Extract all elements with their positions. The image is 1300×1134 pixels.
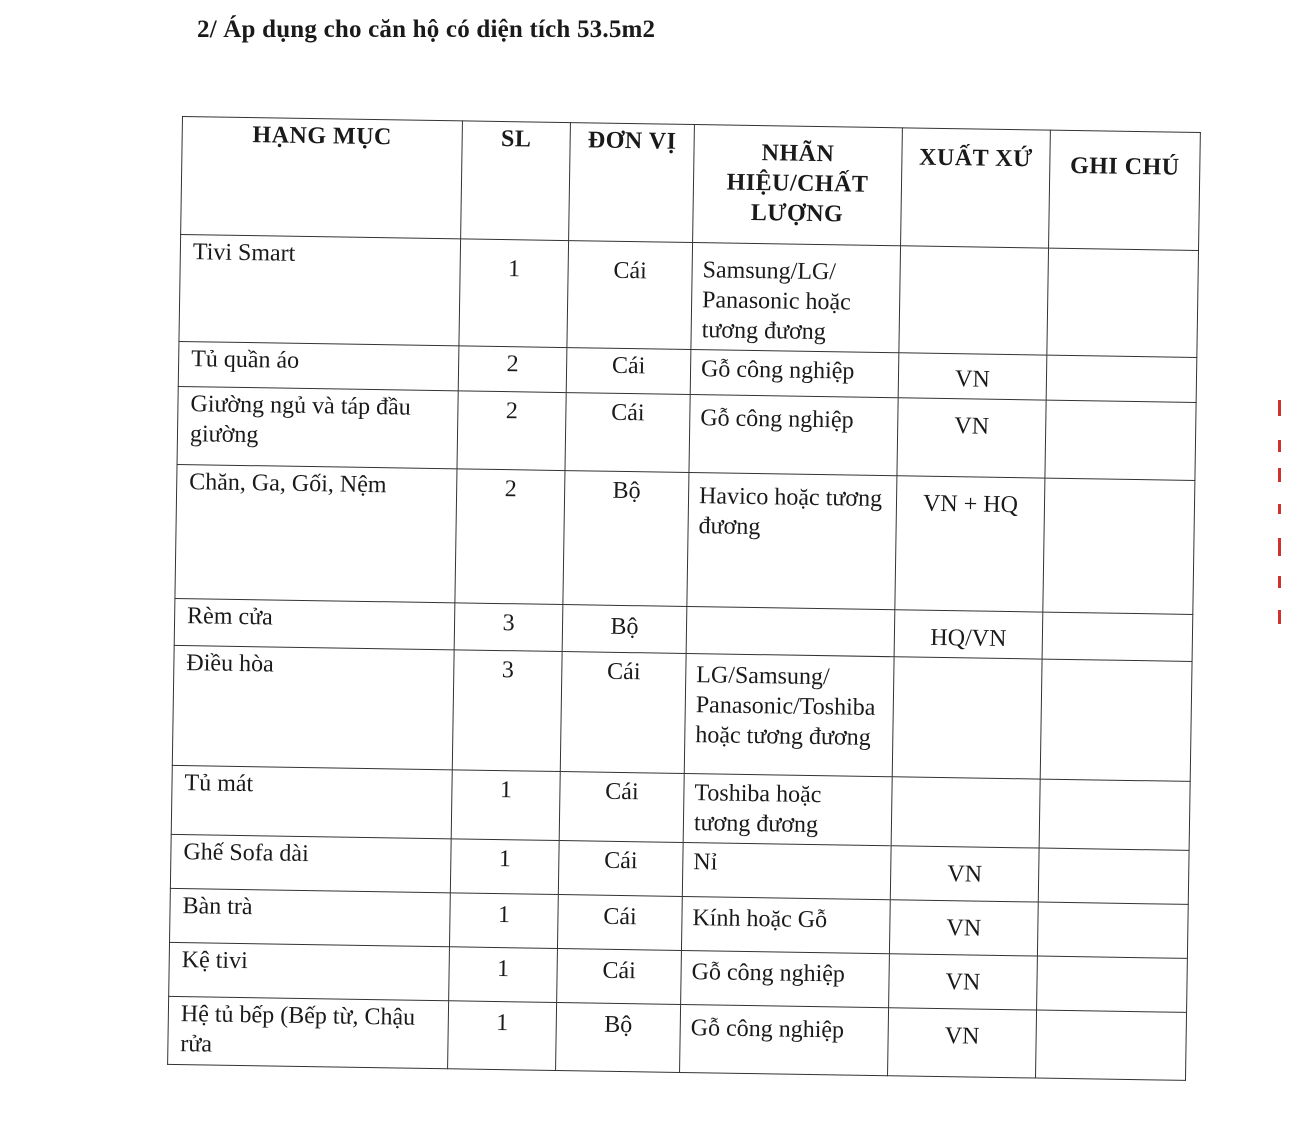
cell-origin: VN <box>890 846 1039 902</box>
cell-origin: VN <box>888 1008 1037 1078</box>
equipment-table <box>167 116 1201 1081</box>
cell-note <box>1039 779 1190 850</box>
cell-note <box>1035 1010 1186 1080</box>
cell-item: Ghế Sofa dài <box>170 834 451 892</box>
cell-note <box>1043 478 1195 614</box>
cell-origin: HQ/VN <box>894 610 1043 659</box>
cell-brand <box>686 606 895 656</box>
cell-brand: Nỉ <box>682 842 891 899</box>
red-mark <box>1278 400 1281 416</box>
red-mark <box>1278 468 1281 482</box>
cell-item: Điều hòa <box>172 645 454 769</box>
cell-brand: Samsung/LG/ Panasonic hoặc tương đương <box>691 243 901 353</box>
cell-item: Giường ngủ và táp đầu giường <box>177 386 458 468</box>
cell-origin: VN <box>889 954 1038 1010</box>
cell-item: Rèm cửa <box>174 598 455 649</box>
header-unit: ĐƠN VỊ <box>569 123 695 243</box>
cell-note <box>1047 248 1199 357</box>
cell-origin: VN + HQ <box>895 476 1045 612</box>
header-origin: XUẤT XỨ <box>901 128 1051 248</box>
cell-unit: Cái <box>566 348 691 395</box>
cell-qty: 3 <box>452 650 562 772</box>
header-brand: NHÃN HIỆU/CHẤT LƯỢNG <box>693 125 903 246</box>
cell-origin: VN <box>898 353 1047 400</box>
cell-brand: Gỗ công nghiệp <box>681 950 890 1007</box>
cell-qty: 2 <box>458 346 567 393</box>
cell-unit: Cái <box>565 393 690 473</box>
cell-unit: Cái <box>560 652 686 774</box>
cell-unit: Cái <box>567 241 693 350</box>
cell-brand: Havico hoặc tương đương <box>687 473 897 610</box>
red-margin-marks <box>1278 400 1286 630</box>
header-item: HẠNG MỤC <box>181 117 463 239</box>
cell-note <box>1037 902 1188 958</box>
cell-origin <box>891 777 1040 848</box>
equipment-table-container <box>167 116 1200 1081</box>
cell-note <box>1046 355 1197 402</box>
cell-brand: LG/Samsung/ Panasonic/Toshiba hoặc tương đương <box>684 653 894 776</box>
cell-note <box>1038 848 1189 904</box>
cell-origin: VN <box>897 398 1046 478</box>
red-mark <box>1278 538 1281 556</box>
cell-unit: Bộ <box>556 1002 681 1072</box>
cell-unit: Bộ <box>562 605 687 654</box>
cell-item: Hệ tủ bếp (Bếp từ, Chậu rửa <box>168 996 449 1068</box>
cell-note <box>1040 659 1192 781</box>
cell-unit: Cái <box>557 949 682 1005</box>
cell-item: Chăn, Ga, Gối, Nệm <box>175 464 457 602</box>
cell-unit: Cái <box>559 772 684 843</box>
cell-qty: 2 <box>455 469 565 605</box>
cell-qty: 1 <box>448 1001 557 1071</box>
cell-item: Tủ quần áo <box>178 341 459 390</box>
table-row <box>175 464 1195 614</box>
cell-item: Tivi Smart <box>179 234 461 345</box>
cell-qty: 1 <box>449 947 558 1003</box>
cell-brand: Gỗ công nghiệp <box>690 350 899 398</box>
cell-brand: Kính hoặc Gỗ <box>681 896 890 953</box>
document-heading: 2/ Áp dụng cho căn hộ có diện tích 53.5m2 <box>197 16 656 43</box>
header-qty: SL <box>461 121 571 241</box>
cell-item: Bàn trà <box>170 888 451 946</box>
cell-origin <box>892 657 1042 779</box>
cell-qty: 3 <box>454 603 563 652</box>
cell-qty: 1 <box>451 770 560 841</box>
cell-qty: 1 <box>449 893 558 949</box>
red-mark <box>1278 576 1281 588</box>
cell-item: Kệ tivi <box>169 942 450 1000</box>
table-row <box>172 645 1192 781</box>
cell-origin: VN <box>889 900 1038 956</box>
table-header-row <box>181 117 1201 251</box>
red-mark <box>1278 610 1281 624</box>
cell-qty: 1 <box>459 239 569 348</box>
cell-brand: Gỗ công nghiệp <box>689 395 898 476</box>
cell-note <box>1042 612 1193 661</box>
cell-brand: Toshiba hoặc tương đương <box>683 773 892 845</box>
cell-origin <box>899 246 1049 355</box>
cell-item: Tủ mát <box>171 765 452 838</box>
red-mark <box>1278 504 1281 514</box>
table-row <box>179 234 1199 357</box>
cell-unit: Cái <box>558 841 683 897</box>
cell-brand: Gỗ công nghiệp <box>680 1004 889 1075</box>
red-mark <box>1278 440 1281 452</box>
cell-unit: Cái <box>557 895 682 951</box>
cell-note <box>1037 956 1188 1012</box>
cell-note <box>1045 400 1196 480</box>
header-note: GHI CHÚ <box>1049 130 1201 250</box>
cell-unit: Bộ <box>563 471 689 607</box>
cell-qty: 1 <box>450 839 559 895</box>
cell-qty: 2 <box>457 391 566 471</box>
